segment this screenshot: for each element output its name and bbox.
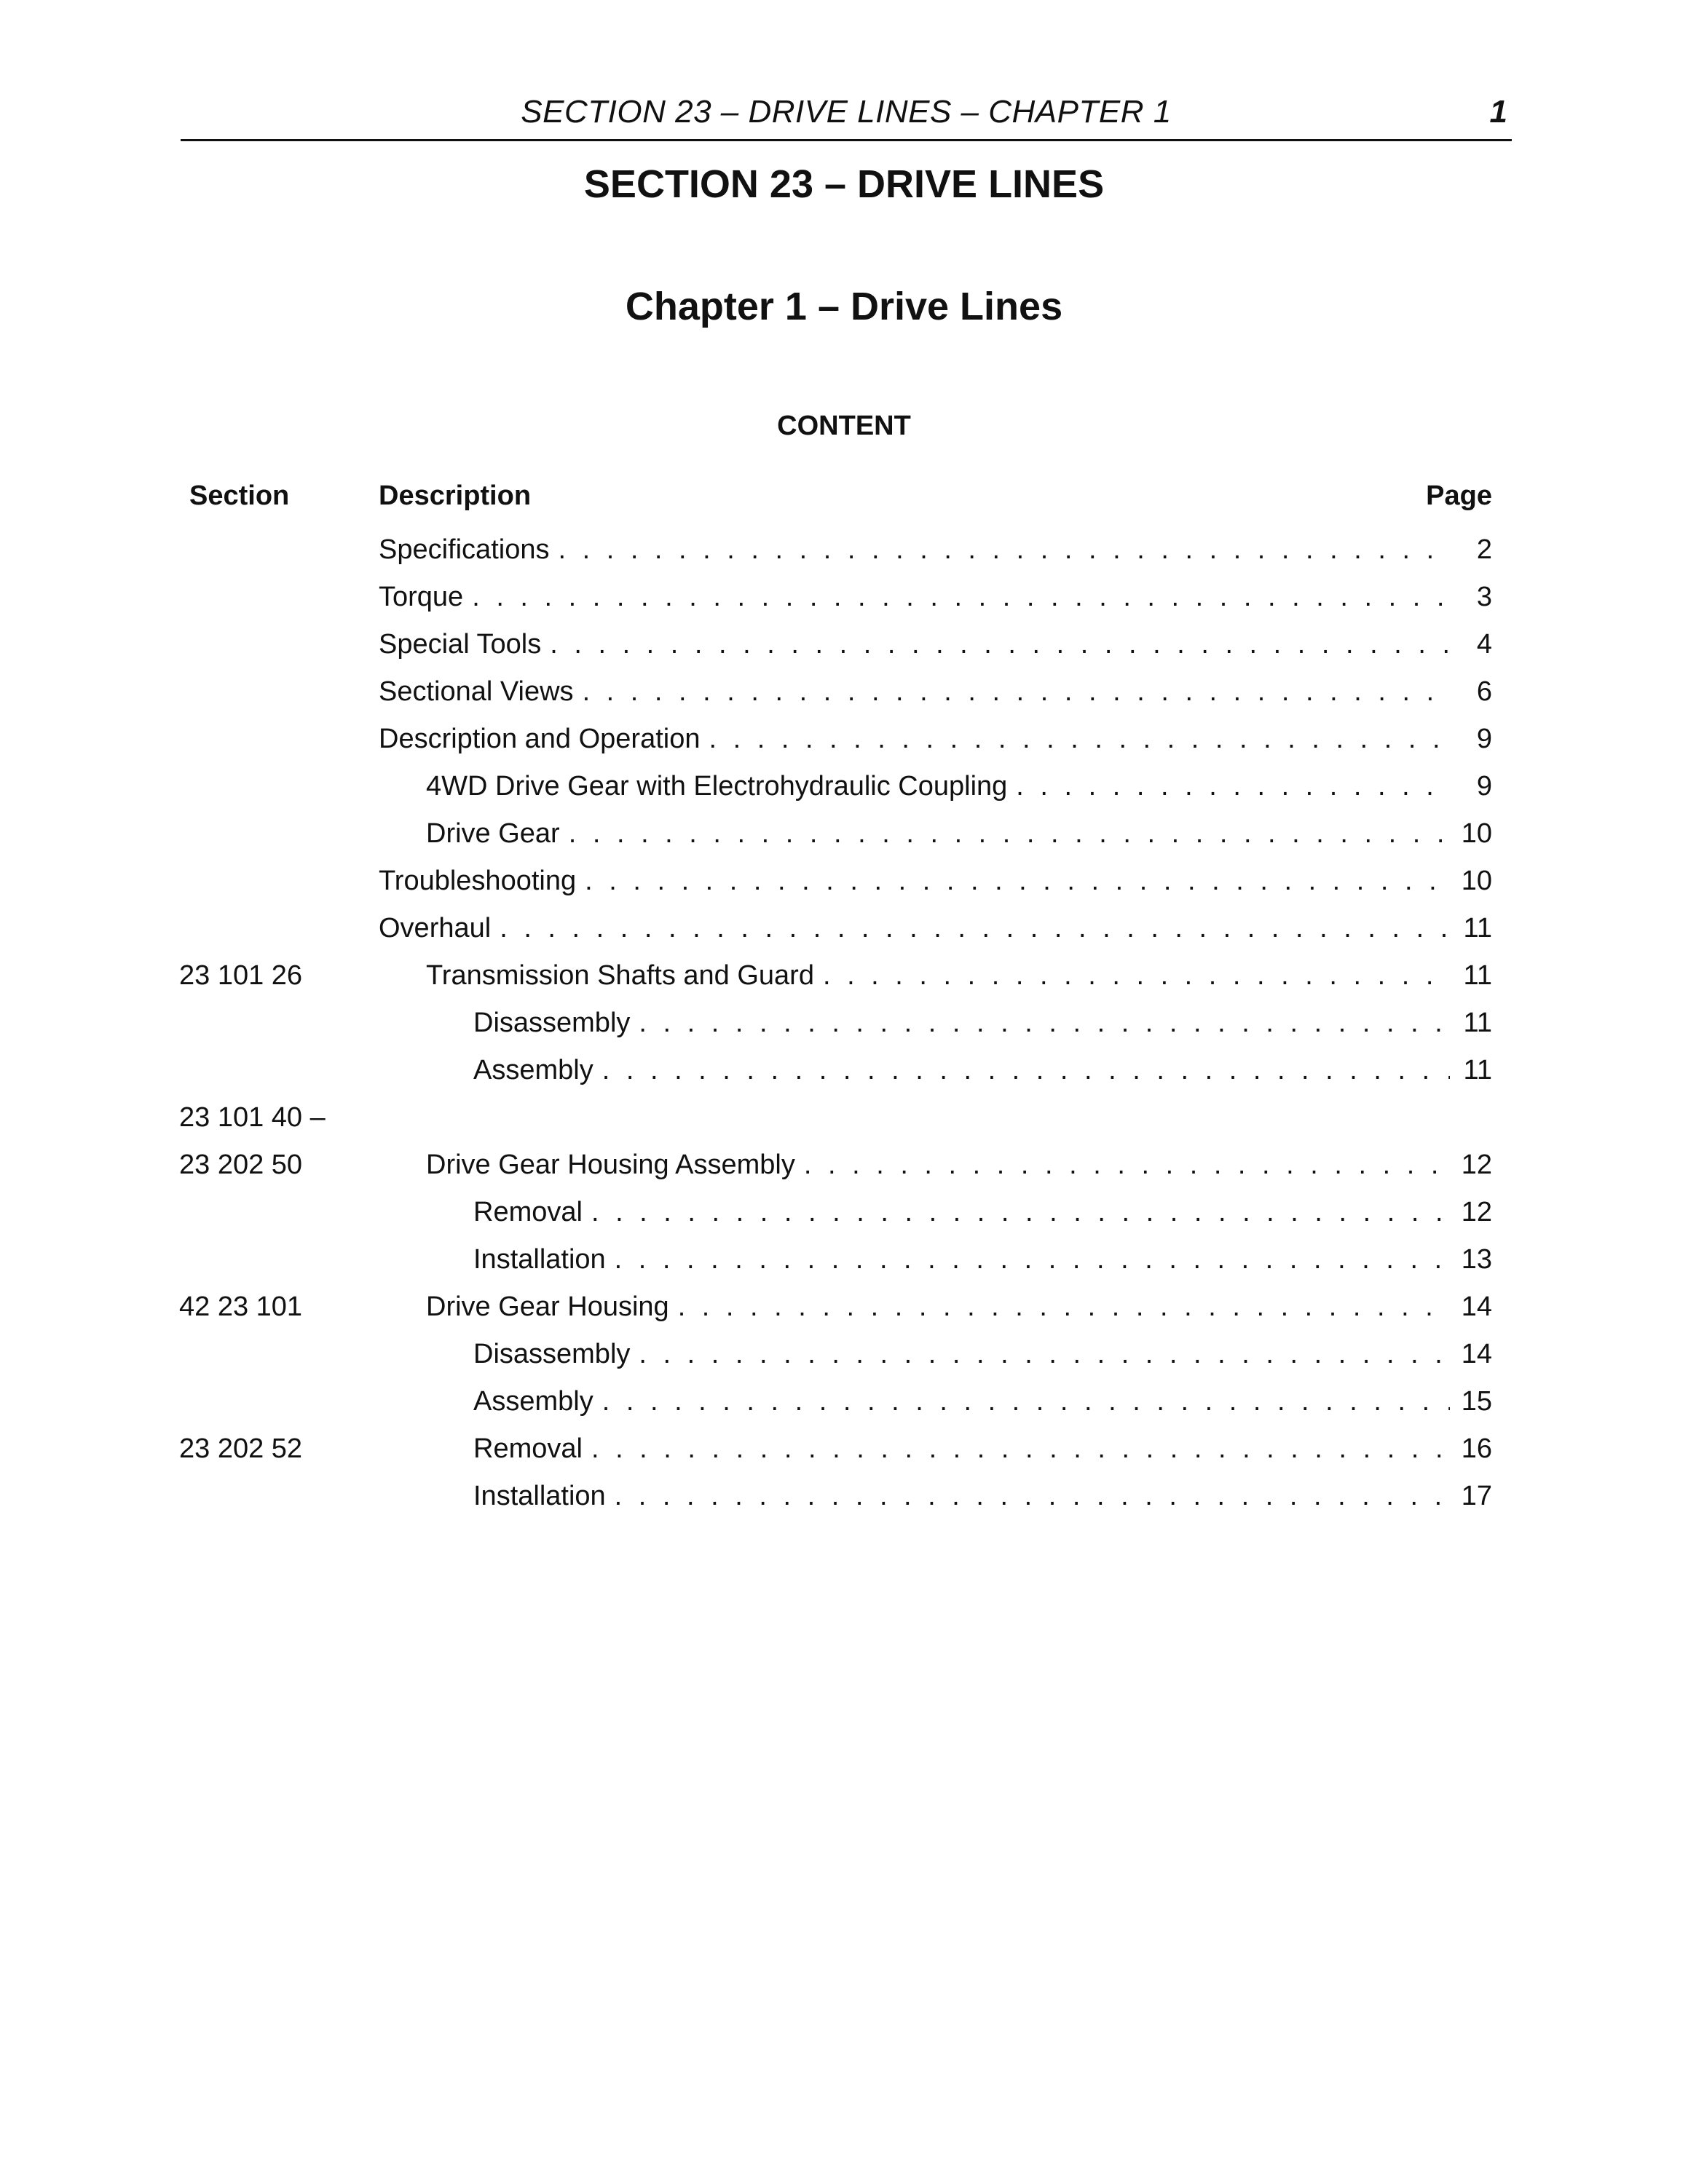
toc-page-number: 16 bbox=[1461, 1433, 1492, 1464]
page-number: 1 bbox=[1489, 94, 1507, 130]
toc-dot-leader bbox=[1016, 763, 1450, 810]
toc-page-number: 12 bbox=[1461, 1197, 1492, 1227]
toc-row bbox=[0, 1047, 1688, 1093]
toc-page-number: 11 bbox=[1463, 960, 1492, 991]
toc-section-code: 23 101 40 – bbox=[179, 1102, 326, 1133]
toc-entry-label: Specifications bbox=[379, 534, 550, 565]
toc-entry-label: Disassembly bbox=[473, 1008, 631, 1038]
toc-row bbox=[0, 1473, 1688, 1519]
toc-dot-leader bbox=[639, 1331, 1450, 1377]
chapter-title: Chapter 1 – Drive Lines bbox=[625, 285, 1063, 328]
toc-page-number: 11 bbox=[1463, 913, 1492, 943]
toc-page-number: 9 bbox=[1476, 771, 1492, 802]
column-header-description: Description bbox=[379, 480, 532, 511]
toc-row bbox=[0, 1000, 1688, 1046]
toc-row bbox=[0, 1142, 1688, 1188]
toc-dot-leader bbox=[583, 668, 1450, 715]
toc-page-number: 13 bbox=[1461, 1244, 1492, 1275]
toc-dot-leader bbox=[602, 1378, 1450, 1425]
toc-entry[interactable] bbox=[379, 905, 1492, 951]
toc-entry-label: Description and Operation bbox=[379, 724, 701, 754]
toc-dot-leader bbox=[615, 1236, 1450, 1283]
running-header-title: SECTION 23 – DRIVE LINES – CHAPTER 1 bbox=[521, 94, 1172, 130]
toc-entry[interactable] bbox=[473, 1236, 1492, 1283]
toc-dot-leader bbox=[823, 952, 1450, 999]
toc-entry[interactable] bbox=[473, 1000, 1492, 1046]
toc-row bbox=[0, 905, 1688, 951]
toc-page-number: 12 bbox=[1461, 1150, 1492, 1180]
toc-section-code: 23 202 52 bbox=[179, 1433, 303, 1464]
toc-dot-leader bbox=[615, 1473, 1450, 1519]
toc-page-number: 2 bbox=[1476, 534, 1492, 565]
toc-entry[interactable] bbox=[379, 574, 1492, 620]
toc-dot-leader bbox=[550, 621, 1450, 668]
running-header bbox=[181, 91, 1512, 141]
toc-entry[interactable] bbox=[379, 526, 1492, 573]
toc-entry-label: Special Tools bbox=[379, 629, 542, 660]
toc-page-number: 15 bbox=[1461, 1386, 1492, 1417]
toc-entry[interactable] bbox=[426, 763, 1492, 810]
toc-entry-label: Transmission Shafts and Guard bbox=[426, 960, 814, 991]
toc-dot-leader bbox=[639, 1000, 1450, 1046]
toc-page-number: 3 bbox=[1476, 582, 1492, 612]
toc-entry[interactable] bbox=[473, 1473, 1492, 1519]
toc-entry-label: Drive Gear Housing bbox=[426, 1291, 669, 1322]
toc-entry[interactable] bbox=[473, 1378, 1492, 1425]
toc-entry-label: Installation bbox=[473, 1244, 606, 1275]
toc-dot-leader bbox=[804, 1142, 1450, 1188]
toc-dot-leader bbox=[585, 858, 1450, 904]
toc-entry-label: Troubleshooting bbox=[379, 866, 577, 896]
toc-row bbox=[0, 1283, 1688, 1330]
column-header-page: Page bbox=[1426, 480, 1492, 511]
toc-page-number: 10 bbox=[1461, 818, 1492, 849]
toc-entry[interactable] bbox=[473, 1189, 1492, 1235]
toc-entry[interactable] bbox=[426, 952, 1492, 999]
content-heading: CONTENT bbox=[777, 411, 911, 441]
toc-dot-leader bbox=[472, 574, 1450, 620]
toc-dot-leader bbox=[500, 905, 1450, 951]
toc-page-number: 4 bbox=[1476, 629, 1492, 660]
toc-row bbox=[0, 1331, 1688, 1377]
toc-row bbox=[0, 621, 1688, 668]
toc-entry-label: Sectional Views bbox=[379, 676, 574, 707]
toc-entry[interactable] bbox=[426, 1283, 1492, 1330]
toc-dot-leader bbox=[558, 526, 1450, 573]
toc-entry[interactable] bbox=[426, 810, 1492, 857]
toc-entry[interactable] bbox=[379, 668, 1492, 715]
toc-row bbox=[0, 952, 1688, 999]
toc-dot-leader bbox=[709, 716, 1450, 762]
toc-entry[interactable] bbox=[379, 858, 1492, 904]
toc-row bbox=[0, 1189, 1688, 1235]
toc-page-number: 11 bbox=[1463, 1055, 1492, 1085]
toc-dot-leader bbox=[602, 1047, 1450, 1093]
toc-row bbox=[0, 574, 1688, 620]
toc-dot-leader bbox=[591, 1189, 1450, 1235]
toc-entry-label: Disassembly bbox=[473, 1339, 631, 1369]
toc-entry-label: Overhaul bbox=[379, 913, 492, 943]
toc-entry-label: Drive Gear Housing Assembly bbox=[426, 1150, 795, 1180]
toc-section-code: 23 101 26 bbox=[179, 960, 303, 991]
toc-row bbox=[0, 1378, 1688, 1425]
toc-page-number: 14 bbox=[1461, 1339, 1492, 1369]
toc-page-number: 11 bbox=[1463, 1008, 1492, 1038]
toc-entry[interactable] bbox=[473, 1047, 1492, 1093]
toc-page-number: 17 bbox=[1461, 1481, 1492, 1511]
toc-row bbox=[0, 858, 1688, 904]
toc-row bbox=[0, 1094, 1688, 1141]
toc-row bbox=[0, 526, 1688, 573]
toc-section-code: 23 202 50 bbox=[179, 1150, 303, 1180]
toc-page-number: 9 bbox=[1476, 724, 1492, 754]
toc-row bbox=[0, 763, 1688, 810]
toc-section-code: 42 23 101 bbox=[179, 1291, 303, 1322]
toc-page-number: 10 bbox=[1461, 866, 1492, 896]
toc-entry-label: 4WD Drive Gear with Electrohydraulic Coupling bbox=[426, 771, 1008, 802]
toc-entry[interactable] bbox=[473, 1425, 1492, 1472]
section-title: SECTION 23 – DRIVE LINES bbox=[583, 162, 1105, 206]
toc-row bbox=[0, 1425, 1688, 1472]
toc-entry-label: Drive Gear bbox=[426, 818, 560, 849]
toc-page-number: 6 bbox=[1476, 676, 1492, 707]
toc-row bbox=[0, 810, 1688, 857]
toc-entry-label: Installation bbox=[473, 1481, 606, 1511]
toc-page-number: 14 bbox=[1461, 1291, 1492, 1322]
toc-dot-leader bbox=[678, 1283, 1450, 1330]
toc-entry[interactable] bbox=[473, 1331, 1492, 1377]
toc-entry-label: Assembly bbox=[473, 1386, 593, 1417]
column-header-section: Section bbox=[189, 480, 290, 511]
toc-row bbox=[0, 716, 1688, 762]
toc-row bbox=[0, 668, 1688, 715]
toc-dot-leader bbox=[591, 1425, 1450, 1472]
toc-entry[interactable] bbox=[426, 1142, 1492, 1188]
toc-row bbox=[0, 1236, 1688, 1283]
toc-entry-label: Removal bbox=[473, 1433, 583, 1464]
toc-entry-label: Assembly bbox=[473, 1055, 593, 1085]
toc-entry-label: Torque bbox=[379, 582, 464, 612]
toc-entry[interactable] bbox=[379, 716, 1492, 762]
toc-entry[interactable] bbox=[379, 621, 1492, 668]
toc-entry-label: Removal bbox=[473, 1197, 583, 1227]
toc-dot-leader bbox=[569, 810, 1450, 857]
